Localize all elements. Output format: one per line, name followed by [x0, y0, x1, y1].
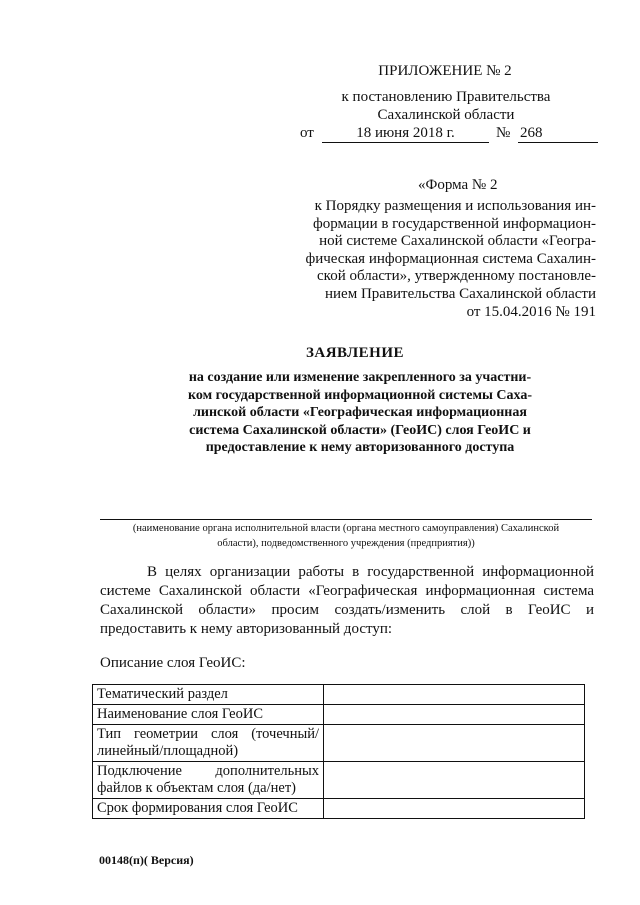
subtitle-line: линской области «Географическая информационная — [193, 405, 527, 421]
procedure-line: нием Правительства Сахалинской области — [325, 285, 596, 302]
row-label-formation-period: Срок формирования слоя ГеоИС — [93, 799, 324, 819]
table-row — [93, 725, 585, 762]
authority-caption-line: (наименование органа исполнительной власти (органа местного самоуправления) Сахалинской — [132, 523, 560, 534]
procedure-line: ской области», утвержденному постановле- — [317, 268, 596, 285]
table-row — [93, 705, 585, 725]
date-from-label: от — [300, 125, 314, 141]
subtitle-line: предоставление к нему авторизованного доступа — [205, 440, 515, 456]
appendix-title: ПРИЛОЖЕНИЕ № 2 — [378, 63, 512, 79]
row-label-additional-files: Подключение дополнительных файлов к объектам слоя (да/нет) — [93, 762, 324, 799]
authority-name-line — [100, 519, 592, 520]
layer-description-label: Описание слоя ГеоИС: — [100, 655, 246, 671]
request-paragraph: В целях организации работы в государственной информационной системе Сахалинской области «Географическая информационная система Сахалинской области» просим создать/изменить слой в ГеоИС и предоставить к нему авторизованный доступ: — [100, 564, 594, 637]
row-value-formation-period[interactable] — [324, 799, 585, 819]
form-label: «Форма № 2 — [418, 177, 498, 193]
subtitle-line: на создание или изменение закрепленного за участни- — [188, 370, 532, 385]
procedure-line: формации в государственной информацион- — [312, 215, 596, 232]
resolution-number-field: 268 — [518, 124, 598, 143]
table-row — [93, 685, 585, 705]
procedure-line: ной системе Сахалинской области «Геогра- — [319, 233, 596, 250]
row-value-geometry-type[interactable] — [324, 725, 585, 762]
resolution-line: к постановлению Правительства — [341, 89, 551, 105]
authority-caption — [100, 521, 592, 551]
table-row — [93, 799, 585, 819]
subtitle-line: ком государственной информационной системы Саха- — [187, 387, 533, 403]
row-value-additional-files[interactable] — [324, 762, 585, 799]
subtitle-line: система Сахалинской области» (ГеоИС) слоя ГеоИС и — [189, 422, 531, 438]
row-value-layer-name[interactable] — [324, 705, 585, 725]
authority-caption-line: области), подведомственного учреждения (предприятия)) — [217, 538, 475, 549]
statement-title: ЗАЯВЛЕНИЕ — [305, 345, 405, 361]
row-label-geometry-type: Тип геометрии слоя (точечный/ линейный/площадной) — [93, 725, 324, 762]
procedure-line: фическая информационная система Сахалин- — [305, 250, 596, 267]
row-value-thematic-section[interactable] — [324, 685, 585, 705]
resolution-date-field: 18 июня 2018 г. — [322, 124, 489, 143]
row-label-thematic-section: Тематический раздел — [93, 685, 324, 705]
number-label: № — [496, 125, 511, 141]
row-label-layer-name: Наименование слоя ГеоИС — [93, 705, 324, 725]
document-code: 00148(п)( Версия) — [99, 853, 194, 867]
statement-subtitle — [150, 369, 570, 457]
procedure-line: к Порядку размещения и использования ин- — [314, 198, 596, 214]
table-row — [93, 762, 585, 799]
layer-description-table — [92, 684, 585, 819]
procedure-reference — [300, 198, 596, 321]
procedure-line: от 15.04.2016 № 191 — [466, 303, 596, 320]
region-line: Сахалинской области — [377, 107, 515, 123]
